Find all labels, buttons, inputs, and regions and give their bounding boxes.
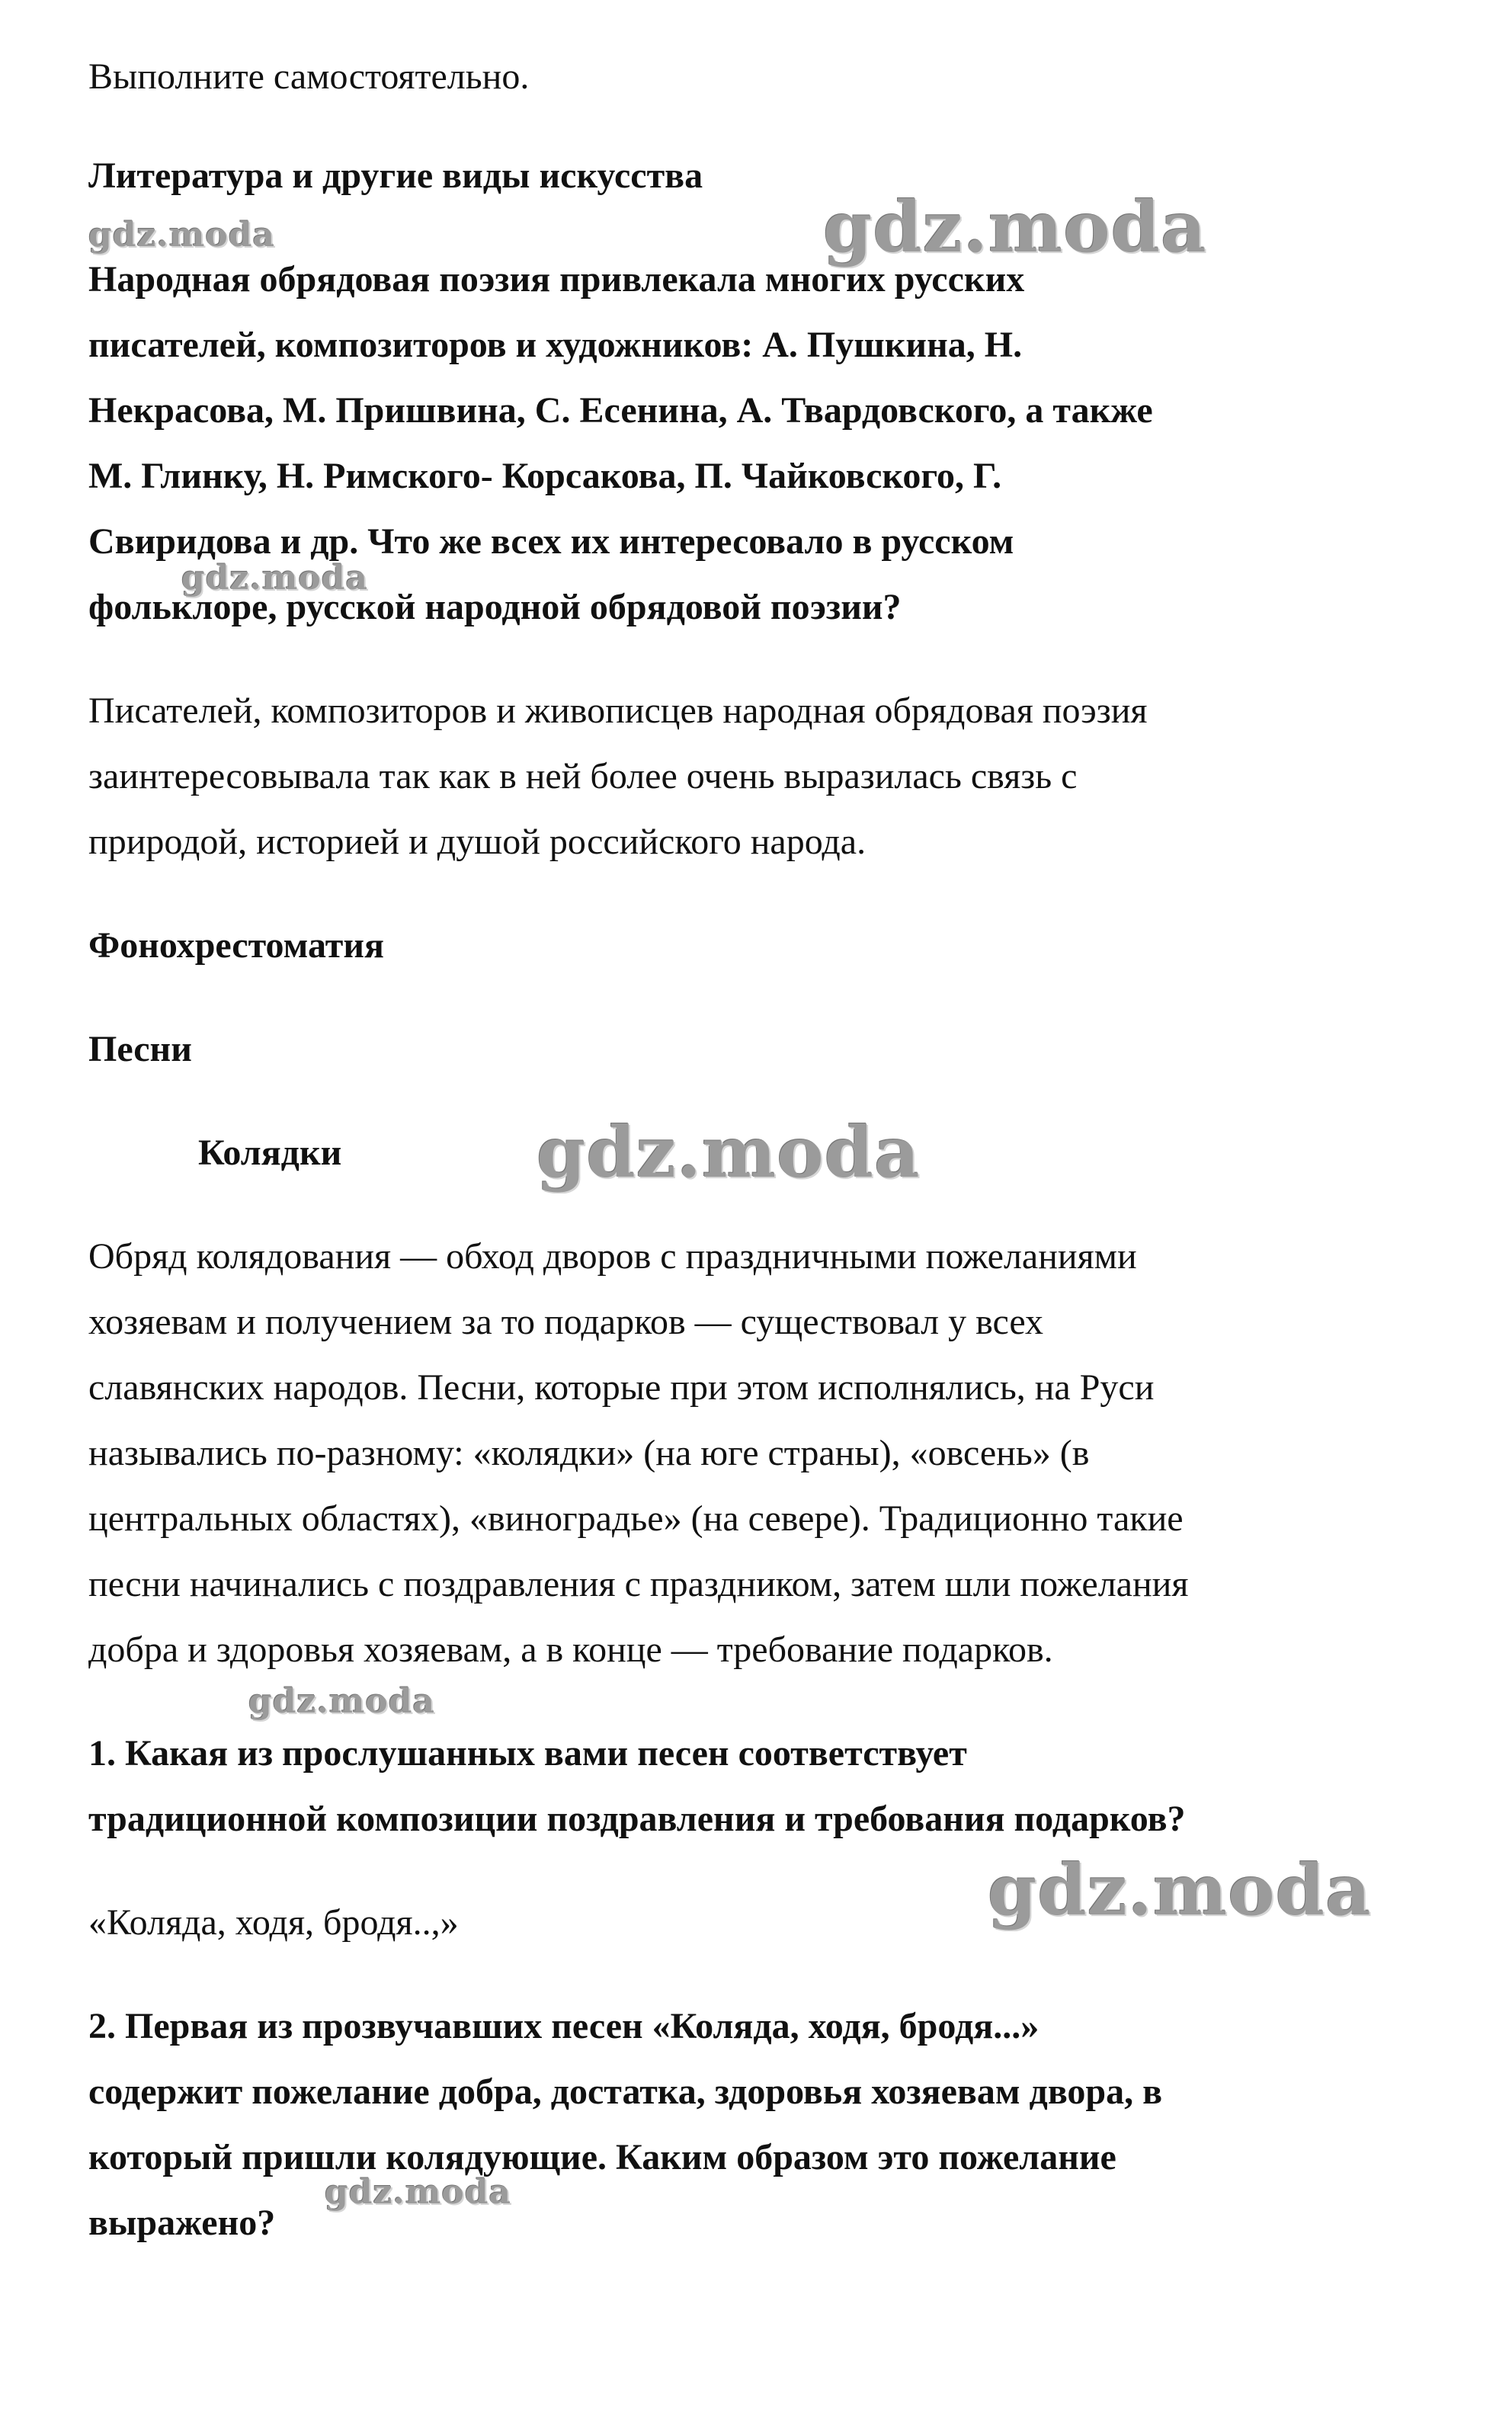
question-1-line: традиционной композиции поздравления и требования подарков? (88, 1799, 1186, 1839)
kolyadki-paragraph-line: центральных областях), «виноградье» (на севере). Традиционно такие (88, 1498, 1184, 1539)
watermark: gdz.moda (181, 559, 369, 598)
watermark: gdz.moda (988, 1849, 1372, 1931)
question-main-line: Народная обрядовая поэзия привлекала многих русских (88, 259, 1025, 300)
kolyadki-paragraph-line: хозяевам и получением за то подарков — существовал у всех (88, 1302, 1044, 1342)
heading-phonochrestomathy: Фонохрестоматия (88, 925, 384, 966)
answer-main-line: заинтересовывала так как в ней более очень выразилась связь с (88, 756, 1078, 796)
intro-text: Выполните самостоятельно. (88, 56, 530, 97)
heading-songs: Песни (88, 1029, 192, 1069)
question-main-line: фольклоре, русской народной обрядовой поэзии? (88, 587, 902, 627)
kolyadki-paragraph-line: добра и здоровья хозяевам, а в конце — требование подарков. (88, 1629, 1053, 1670)
answer-main-line: природой, историей и душой российского народа. (88, 822, 867, 862)
kolyadki-paragraph-line: назывались по-разному: «колядки» (на юге страны), «овсень» (в (88, 1433, 1090, 1473)
question-main-line: М. Глинку, Н. Римского- Корсакова, П. Чайковского, Г. (88, 456, 1002, 496)
question-2-line: содержит пожелание добра, достатка, здоровья хозяевам двора, в (88, 2072, 1163, 2112)
watermark: gdz.moda (88, 216, 276, 255)
question-main-line: Свиридова и др. Что же всех их интересовало в русском (88, 521, 1014, 562)
section-title: Литература и другие виды искусства (88, 155, 703, 196)
heading-kolyadki: Колядки (198, 1133, 342, 1173)
question-2-line: 2. Первая из прозвучавших песен «Коляда, ходя, бродя...» (88, 2006, 1040, 2046)
question-main-line: писателей, композиторов и художников: А. Пушкина, Н. (88, 325, 1023, 365)
watermark: gdz.moda (537, 1111, 921, 1194)
answer-main-line: Писателей, композиторов и живописцев народная обрядовая поэзия (88, 691, 1148, 731)
watermark: gdz.moda (248, 1682, 436, 1721)
kolyadki-paragraph-line: Обряд колядования — обход дворов с праздничными пожеланиями (88, 1236, 1137, 1277)
kolyadki-paragraph-line: песни начинались с поздравления с праздником, затем шли пожелания (88, 1564, 1189, 1604)
watermark: gdz.moda (325, 2173, 512, 2212)
question-2-line: выражено? (88, 2203, 276, 2243)
kolyadki-paragraph-line: славянских народов. Песни, которые при этом исполнялись, на Руси (88, 1367, 1155, 1408)
question-main-line: Некрасова, М. Пришвина, С. Есенина, А. Твардовского, а также (88, 390, 1153, 431)
question-1-line: 1. Какая из прослушанных вами песен соответствует (88, 1733, 967, 1774)
answer-1: «Коляда, ходя, бродя..,» (88, 1902, 459, 1943)
watermark: gdz.moda (823, 186, 1207, 268)
question-2-line: который пришли колядующие. Каким образом это пожелание (88, 2137, 1116, 2177)
